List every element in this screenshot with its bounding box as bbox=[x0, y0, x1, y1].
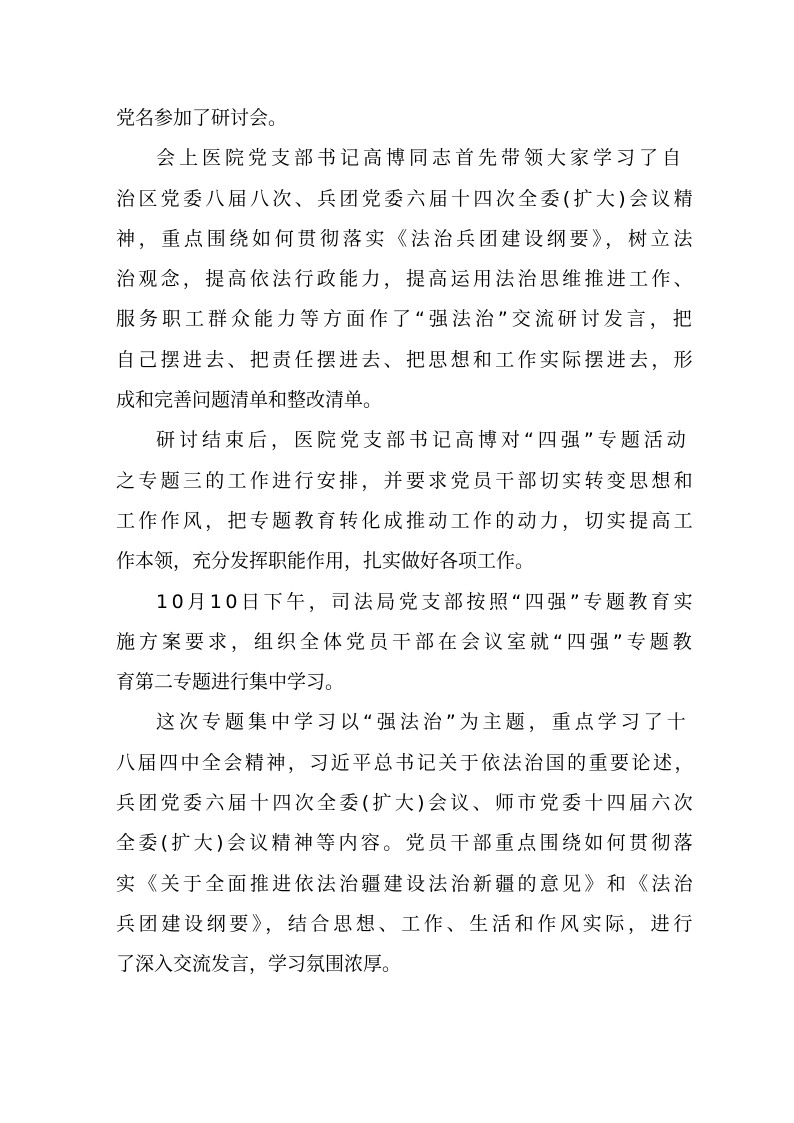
text-line: 兵团党委六届十四次全委(扩大)会议、师市党委十四届六次 bbox=[116, 792, 696, 815]
text-line: 党名参加了研讨会。 bbox=[116, 107, 288, 129]
text-line: 之专题三的工作进行安排，并要求党员干部切实转变思想和 bbox=[116, 469, 696, 492]
document-body bbox=[116, 98, 696, 985]
text-line: 治区党委八届八次、兵团党委六届十四次全委(扩大)会议精 bbox=[116, 187, 696, 210]
text-line: 实《关于全面推进依法治疆建设法治新疆的意见》和《法治 bbox=[116, 872, 696, 895]
text-line: 八届四中全会精神，习近平总书记关于依法治国的重要论述， bbox=[116, 751, 696, 774]
text-line: 施方案要求，组织全体党员干部在会议室就“四强”专题教 bbox=[116, 630, 696, 653]
text-line: 全委(扩大)会议精神等内容。党员干部重点围绕如何贯彻落 bbox=[116, 832, 696, 855]
text-line: 作本领，充分发挥职能作用，扎实做好各项工作。 bbox=[116, 550, 535, 573]
text-line: 了深入交流发言，学习氛围浓厚。 bbox=[116, 953, 402, 976]
text-line: 兵团建设纲要》，结合思想、工作、生活和作风实际，进行 bbox=[116, 912, 696, 935]
text-line: 治观念，提高依法行政能力，提高运用法治思维推进工作、 bbox=[116, 268, 696, 291]
text-line: 自己摆进去、把责任摆进去、把思想和工作实际摆进去，形 bbox=[116, 348, 696, 371]
text-line: 10月10日下午，司法局党支部按照“四强”专题教育实 bbox=[156, 590, 696, 613]
text-line: 育第二专题进行集中学习。 bbox=[116, 671, 345, 694]
text-line: 神，重点围绕如何贯彻落实《法治兵团建设纲要》，树立法 bbox=[116, 227, 696, 250]
text-line: 研讨结束后，医院党支部书记高博对“四强”专题活动 bbox=[156, 429, 690, 452]
text-line: 工作作风，把专题教育转化成推动工作的动力，切实提高工 bbox=[116, 509, 696, 532]
text-line: 成和完善问题清单和整改清单。 bbox=[116, 389, 383, 412]
text-line: 服务职工群众能力等方面作了“强法治”交流研讨发言，把 bbox=[116, 308, 696, 331]
text-line: 这次专题集中学习以“强法治”为主题，重点学习了十 bbox=[156, 711, 690, 734]
text-line: 会上医院党支部书记高博同志首先带领大家学习了自 bbox=[156, 147, 686, 170]
